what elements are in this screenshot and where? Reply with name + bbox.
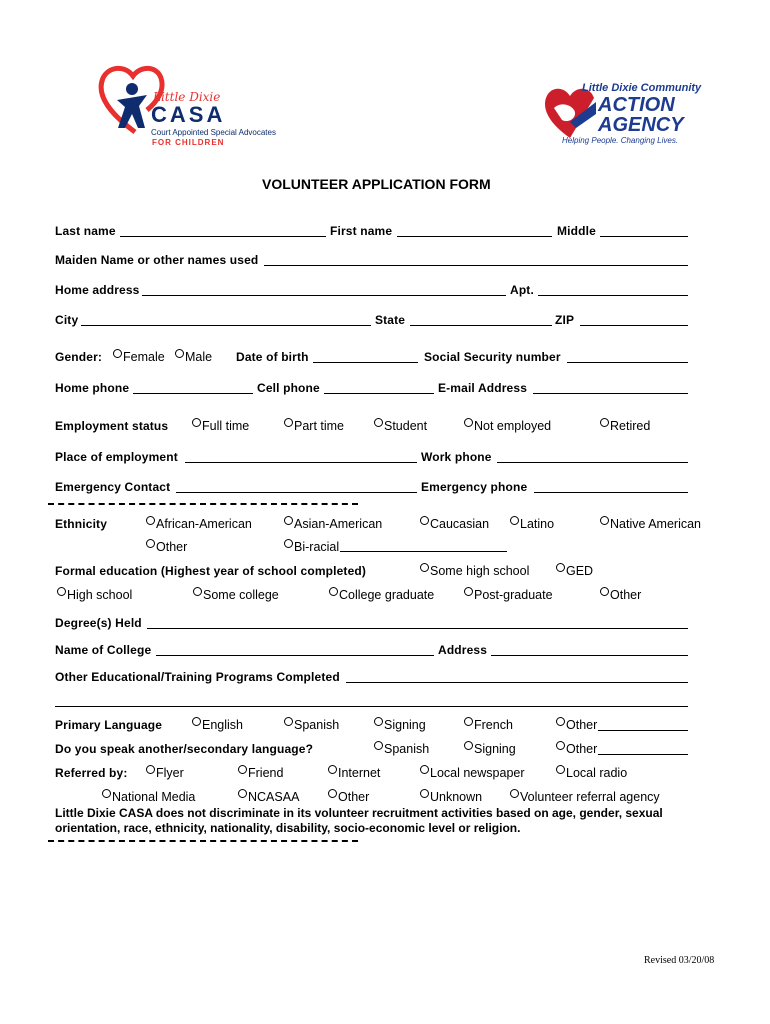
primary-language-other-field[interactable] xyxy=(598,730,688,731)
education-option-label: GED xyxy=(566,564,594,578)
education-ged-option[interactable] xyxy=(556,563,593,578)
last-name-field[interactable] xyxy=(120,236,326,237)
radio-icon xyxy=(510,516,519,525)
degrees-held-label: Degree(s) Held xyxy=(55,616,142,630)
email-label: E-mail Address xyxy=(438,381,528,395)
employment-option-label: Full time xyxy=(202,419,250,433)
education-option-label: Other xyxy=(610,588,642,602)
language-option-label: Spanish xyxy=(294,718,340,732)
radio-icon xyxy=(328,789,337,798)
zip-field[interactable] xyxy=(580,325,688,326)
referred-other-option[interactable] xyxy=(328,789,369,804)
apt-label: Apt. xyxy=(510,283,534,297)
radio-icon xyxy=(193,587,202,596)
employment-option-label: Not employed xyxy=(474,419,552,433)
radio-icon xyxy=(600,418,609,427)
referred-unknown-option[interactable] xyxy=(420,789,482,804)
work-phone-label: Work phone xyxy=(421,450,492,464)
emergency-phone-label: Emergency phone xyxy=(421,480,528,494)
employment-option-label: Part time xyxy=(294,419,345,433)
radio-icon xyxy=(600,516,609,525)
agency-logo xyxy=(540,80,710,150)
education-option-label: College graduate xyxy=(339,588,435,602)
ssn-field[interactable] xyxy=(567,362,688,363)
referral-option-label: Friend xyxy=(248,766,284,780)
language-option-label: Signing xyxy=(474,742,516,756)
section-divider xyxy=(48,503,358,505)
primary-language-french-option[interactable] xyxy=(464,717,513,732)
zip-label: ZIP xyxy=(555,313,575,327)
radio-icon xyxy=(374,717,383,726)
maiden-name-label: Maiden Name or other names used xyxy=(55,253,259,267)
ethnicity-option-label: Latino xyxy=(520,517,555,531)
dob-label: Date of birth xyxy=(236,350,309,364)
revision-date: Revised 03/20/08 xyxy=(644,955,715,966)
radio-icon xyxy=(284,717,293,726)
radio-icon xyxy=(146,765,155,774)
employment-student-option[interactable] xyxy=(374,418,427,433)
secondary-language-signing-option[interactable] xyxy=(464,741,516,756)
secondary-language-spanish-option[interactable] xyxy=(374,741,429,756)
employment-option-label: Retired xyxy=(610,419,651,433)
referral-option-label: Local radio xyxy=(566,766,628,780)
radio-icon xyxy=(192,717,201,726)
education-college-graduate-option[interactable] xyxy=(329,587,434,602)
referred-ncasaa-option[interactable] xyxy=(238,789,299,804)
casa-logo-little-dixie: Little Dixie xyxy=(153,90,221,104)
other-programs-label: Other Educational/Training Programs Completed xyxy=(55,670,340,684)
dob-field[interactable] xyxy=(313,362,418,363)
referred-flyer-option[interactable] xyxy=(146,765,184,780)
apt-field[interactable] xyxy=(538,295,688,296)
referral-option-label: Unknown xyxy=(430,790,483,804)
radio-icon xyxy=(510,789,519,798)
gender-female-label: Female xyxy=(123,350,165,364)
radio-icon xyxy=(284,516,293,525)
place-of-employment-field[interactable] xyxy=(185,462,417,463)
education-some-high-school-option[interactable] xyxy=(420,563,529,578)
ethnicity-native-american-option[interactable] xyxy=(600,516,701,531)
radio-icon xyxy=(464,587,473,596)
email-field[interactable] xyxy=(533,393,688,394)
radio-icon xyxy=(420,516,429,525)
maiden-name-field[interactable] xyxy=(264,265,688,266)
ethnicity-option-label: Asian-American xyxy=(294,517,383,531)
primary-language-label: Primary Language xyxy=(55,718,163,732)
radio-icon xyxy=(420,789,429,798)
agency-logo-line1: Little Dixie Community xyxy=(582,82,702,94)
radio-icon xyxy=(464,418,473,427)
place-of-employment-label: Place of employment xyxy=(55,450,178,464)
casa-logo-wordmark: CASA xyxy=(151,102,226,127)
state-label: State xyxy=(375,313,406,327)
radio-icon xyxy=(102,789,111,798)
radio-icon xyxy=(57,587,66,596)
education-option-label: High school xyxy=(67,588,133,602)
referred-national-media-option[interactable] xyxy=(102,789,195,804)
education-some-college-option[interactable] xyxy=(193,587,279,602)
middle-name-field[interactable] xyxy=(600,236,688,237)
language-option-label: Spanish xyxy=(384,742,430,756)
non-discrimination-statement: Little Dixie CASA does not discriminate in its volunteer recruitment activities based on age, gender, sexual orientation, race, ethnicity, nationality, disability, socio-economic level or religion. xyxy=(55,806,663,835)
employment-option-label: Student xyxy=(384,419,428,433)
home-address-field[interactable] xyxy=(142,295,506,296)
gender-male-label: Male xyxy=(185,350,213,364)
radio-icon xyxy=(238,789,247,798)
referred-friend-option[interactable] xyxy=(238,765,283,780)
form-title: VOLUNTEER APPLICATION FORM xyxy=(262,176,491,192)
referral-option-label: National Media xyxy=(112,790,196,804)
gender-label: Gender: xyxy=(55,350,103,364)
referral-option-label: Local newspaper xyxy=(430,766,525,780)
emergency-contact-field[interactable] xyxy=(176,492,417,493)
last-name-label: Last name xyxy=(55,224,116,238)
radio-icon xyxy=(420,563,429,572)
secondary-language-other-field[interactable] xyxy=(598,754,688,755)
first-name-label: First name xyxy=(330,224,393,238)
cell-phone-label: Cell phone xyxy=(257,381,320,395)
state-field[interactable] xyxy=(410,325,552,326)
radio-icon xyxy=(284,539,293,548)
education-post-graduate-option[interactable] xyxy=(464,587,553,602)
home-phone-label: Home phone xyxy=(55,381,130,395)
radio-icon xyxy=(284,418,293,427)
education-high-school-option[interactable] xyxy=(57,587,132,602)
secondary-language-other-option[interactable] xyxy=(556,741,597,756)
ethnicity-other-option[interactable] xyxy=(146,539,187,554)
ethnicity-asian-american-option[interactable] xyxy=(284,516,382,531)
education-option-label: Post-graduate xyxy=(474,588,553,602)
education-other-option[interactable] xyxy=(600,587,641,602)
gender-female-option[interactable] xyxy=(113,349,165,364)
ethnicity-african-american-option[interactable] xyxy=(146,516,252,531)
referral-option-label: Volunteer referral agency xyxy=(520,790,660,804)
primary-language-signing-option[interactable] xyxy=(374,717,426,732)
college-name-field[interactable] xyxy=(156,655,434,656)
primary-language-other-option[interactable] xyxy=(556,717,597,732)
referred-by-label: Referred by: xyxy=(55,766,128,780)
radio-icon xyxy=(556,765,565,774)
ethnicity-option-label: Bi-racial xyxy=(294,540,340,554)
referred-internet-option[interactable] xyxy=(328,765,380,780)
casa-logo-for-children: FOR CHILDREN xyxy=(152,138,225,147)
bi-racial-field[interactable] xyxy=(340,551,507,552)
language-option-label: French xyxy=(474,718,513,732)
emergency-phone-field[interactable] xyxy=(534,492,688,493)
radio-icon xyxy=(146,539,155,548)
primary-language-english-option[interactable] xyxy=(192,717,243,732)
city-label: City xyxy=(55,313,79,327)
city-field[interactable] xyxy=(81,325,371,326)
ethnicity-latino-option[interactable] xyxy=(510,516,554,531)
language-option-label: Other xyxy=(566,718,598,732)
radio-icon xyxy=(329,587,338,596)
other-programs-field[interactable] xyxy=(346,682,688,683)
radio-icon xyxy=(113,349,122,358)
agency-logo-tagline: Helping People. Changing Lives. xyxy=(562,136,679,145)
radio-icon xyxy=(600,587,609,596)
referral-option-label: Internet xyxy=(338,766,381,780)
referral-option-label: Other xyxy=(338,790,370,804)
casa-logo-tagline: Court Appointed Special Advocates xyxy=(151,128,276,137)
ethnicity-label: Ethnicity xyxy=(55,517,108,531)
referred-local-newspaper-option[interactable] xyxy=(420,765,525,780)
college-name-label: Name of College xyxy=(55,643,152,657)
degrees-held-field[interactable] xyxy=(147,628,688,629)
ethnicity-option-label: Native American xyxy=(610,517,702,531)
agency-logo-agency: AGENCY xyxy=(598,114,684,136)
college-address-field[interactable] xyxy=(491,655,688,656)
employment-status-label: Employment status xyxy=(55,419,169,433)
middle-name-label: Middle xyxy=(557,224,596,238)
casa-logo xyxy=(95,62,290,152)
radio-icon xyxy=(464,741,473,750)
ethnicity-option-label: Caucasian xyxy=(430,517,490,531)
radio-icon xyxy=(556,741,565,750)
referred-local-radio-option[interactable] xyxy=(556,765,627,780)
ethnicity-caucasian-option[interactable] xyxy=(420,516,489,531)
emergency-contact-label: Emergency Contact xyxy=(55,480,171,494)
language-option-label: English xyxy=(202,718,243,732)
radio-icon xyxy=(146,516,155,525)
referral-option-label: NCASAA xyxy=(248,790,300,804)
referral-option-label: Flyer xyxy=(156,766,184,780)
radio-icon xyxy=(464,717,473,726)
referred-volunteer-agency-option[interactable] xyxy=(510,789,660,804)
language-option-label: Signing xyxy=(384,718,426,732)
cell-phone-field[interactable] xyxy=(324,393,434,394)
ethnicity-option-label: Other xyxy=(156,540,188,554)
radio-icon xyxy=(374,741,383,750)
ethnicity-option-label: African-American xyxy=(156,517,252,531)
radio-icon xyxy=(420,765,429,774)
radio-icon xyxy=(175,349,184,358)
other-programs-field-line2[interactable] xyxy=(55,706,688,707)
radio-icon xyxy=(374,418,383,427)
ssn-label: Social Security number xyxy=(424,350,561,364)
employment-not-employed-option[interactable] xyxy=(464,418,551,433)
radio-icon xyxy=(556,717,565,726)
education-option-label: Some college xyxy=(203,588,279,602)
college-address-label: Address xyxy=(438,643,488,657)
agency-logo-action: ACTION xyxy=(598,94,675,116)
radio-icon xyxy=(238,765,247,774)
home-address-label: Home address xyxy=(55,283,140,297)
formal-education-label: Formal education (Highest year of school completed) xyxy=(55,564,367,578)
ethnicity-bi-racial-option[interactable] xyxy=(284,539,339,554)
employment-retired-option[interactable] xyxy=(600,418,650,433)
education-option-label: Some high school xyxy=(430,564,530,578)
secondary-language-label: Do you speak another/secondary language? xyxy=(55,742,314,756)
radio-icon xyxy=(192,418,201,427)
employment-part-time-option[interactable] xyxy=(284,418,344,433)
radio-icon xyxy=(328,765,337,774)
section-divider xyxy=(48,840,358,842)
gender-male-option[interactable] xyxy=(175,349,212,364)
primary-language-spanish-option[interactable] xyxy=(284,717,339,732)
home-phone-field[interactable] xyxy=(133,393,253,394)
language-option-label: Other xyxy=(566,742,598,756)
first-name-field[interactable] xyxy=(397,236,552,237)
work-phone-field[interactable] xyxy=(497,462,688,463)
employment-full-time-option[interactable] xyxy=(192,418,249,433)
radio-icon xyxy=(556,563,565,572)
